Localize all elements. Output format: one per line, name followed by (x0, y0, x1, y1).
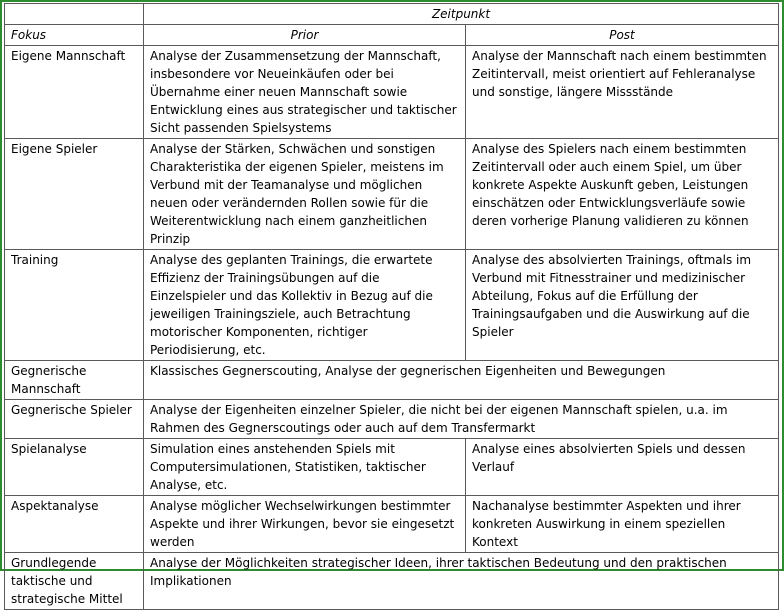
table-row (5, 361, 779, 400)
prior-cell: Analyse der Stärken, Schwächen und sonstigen Charakteristika der eigenen Spieler, meistens im Verbund mit der Teamanalyse und möglichen neuen oder verändernden Rollen sowie für die Weiterentwicklung nach einem ganzheitlichen Prinzip (144, 139, 466, 250)
focus-cell: Eigene Mannschaft (5, 46, 144, 139)
prior-cell: Analyse möglicher Wechselwirkungen bestimmter Aspekte und ihrer Wirkungen, bevor sie eingesetzt werden (144, 496, 466, 553)
prior-cell: Simulation eines anstehenden Spiels mit Computersimulationen, Statistiken, taktischer Analyse, etc. (144, 439, 466, 496)
focus-cell: Gegnerische Spieler (5, 400, 144, 439)
post-cell: Nachanalyse bestimmter Aspekten und ihrer konkreten Auswirkung in einem speziellen Kontext (466, 496, 779, 553)
focus-cell: Gegnerische Mannschaft (5, 361, 144, 400)
table-row (5, 139, 779, 250)
focus-cell: Aspektanalyse (5, 496, 144, 553)
analysis-table (4, 3, 779, 610)
post-cell: Analyse eines absolvierten Spiels und dessen Verlauf (466, 439, 779, 496)
table-row (5, 250, 779, 361)
focus-cell: Training (5, 250, 144, 361)
header-row-group (5, 4, 779, 25)
post-cell: Analyse der Mannschaft nach einem bestimmten Zeitintervall, meist orientiert auf Fehleranalyse und sonstige, längere Missstände (466, 46, 779, 139)
table-row (5, 553, 779, 610)
post-cell: Analyse des absolvierten Trainings, oftmals im Verbund mit Fitnesstrainer und medizinischer Abteilung, Fokus auf die Erfüllung der Trainingsaufgaben und die Auswirkung auf die Spieler (466, 250, 779, 361)
header-row-columns (5, 25, 779, 46)
table-row (5, 400, 779, 439)
merged-cell: Analyse der Eigenheiten einzelner Spieler, die nicht bei der eigenen Mannschaft spielen, u.a. im Rahmen des Gegnerscoutings oder auch auf dem Transfermarkt (144, 400, 779, 439)
table-row (5, 46, 779, 139)
focus-cell: Eigene Spieler (5, 139, 144, 250)
focus-cell: Grundlegende taktische und strategische Mittel (5, 553, 144, 610)
header-fokus: Fokus (5, 25, 144, 46)
table-row (5, 439, 779, 496)
header-zeitpunkt: Zeitpunkt (144, 4, 779, 25)
header-post: Post (466, 25, 779, 46)
merged-cell: Analyse der Möglichkeiten strategischer Ideen, ihrer taktischen Bedeutung und den praktischen Implikationen (144, 553, 779, 610)
focus-cell: Spielanalyse (5, 439, 144, 496)
header-prior: Prior (144, 25, 466, 46)
header-empty-cell (5, 4, 144, 25)
table-row (5, 496, 779, 553)
post-cell: Analyse des Spielers nach einem bestimmten Zeitintervall oder auch einem Spiel, um über konkrete Aspekte Auskunft geben, Leistungen einschätzen oder Entwicklungsverläufe sowie deren vorherige Planung validieren zu können (466, 139, 779, 250)
prior-cell: Analyse des geplanten Trainings, die erwartete Effizienz der Trainingsübungen auf die Einzelspieler und das Kollektiv in Bezug auf die jeweiligen Trainingsziele, auch Betrachtung motorischer Komponenten, richtiger Periodisierung, etc. (144, 250, 466, 361)
prior-cell: Analyse der Zusammensetzung der Mannschaft, insbesondere vor Neueinkäufen oder bei Übernahme einer neuen Mannschaft sowie Entwicklung eines aus strategischer und taktischer Sicht passenden Spielsystems (144, 46, 466, 139)
merged-cell: Klassisches Gegnerscouting, Analyse der gegnerischen Eigenheiten und Bewegungen (144, 361, 779, 400)
